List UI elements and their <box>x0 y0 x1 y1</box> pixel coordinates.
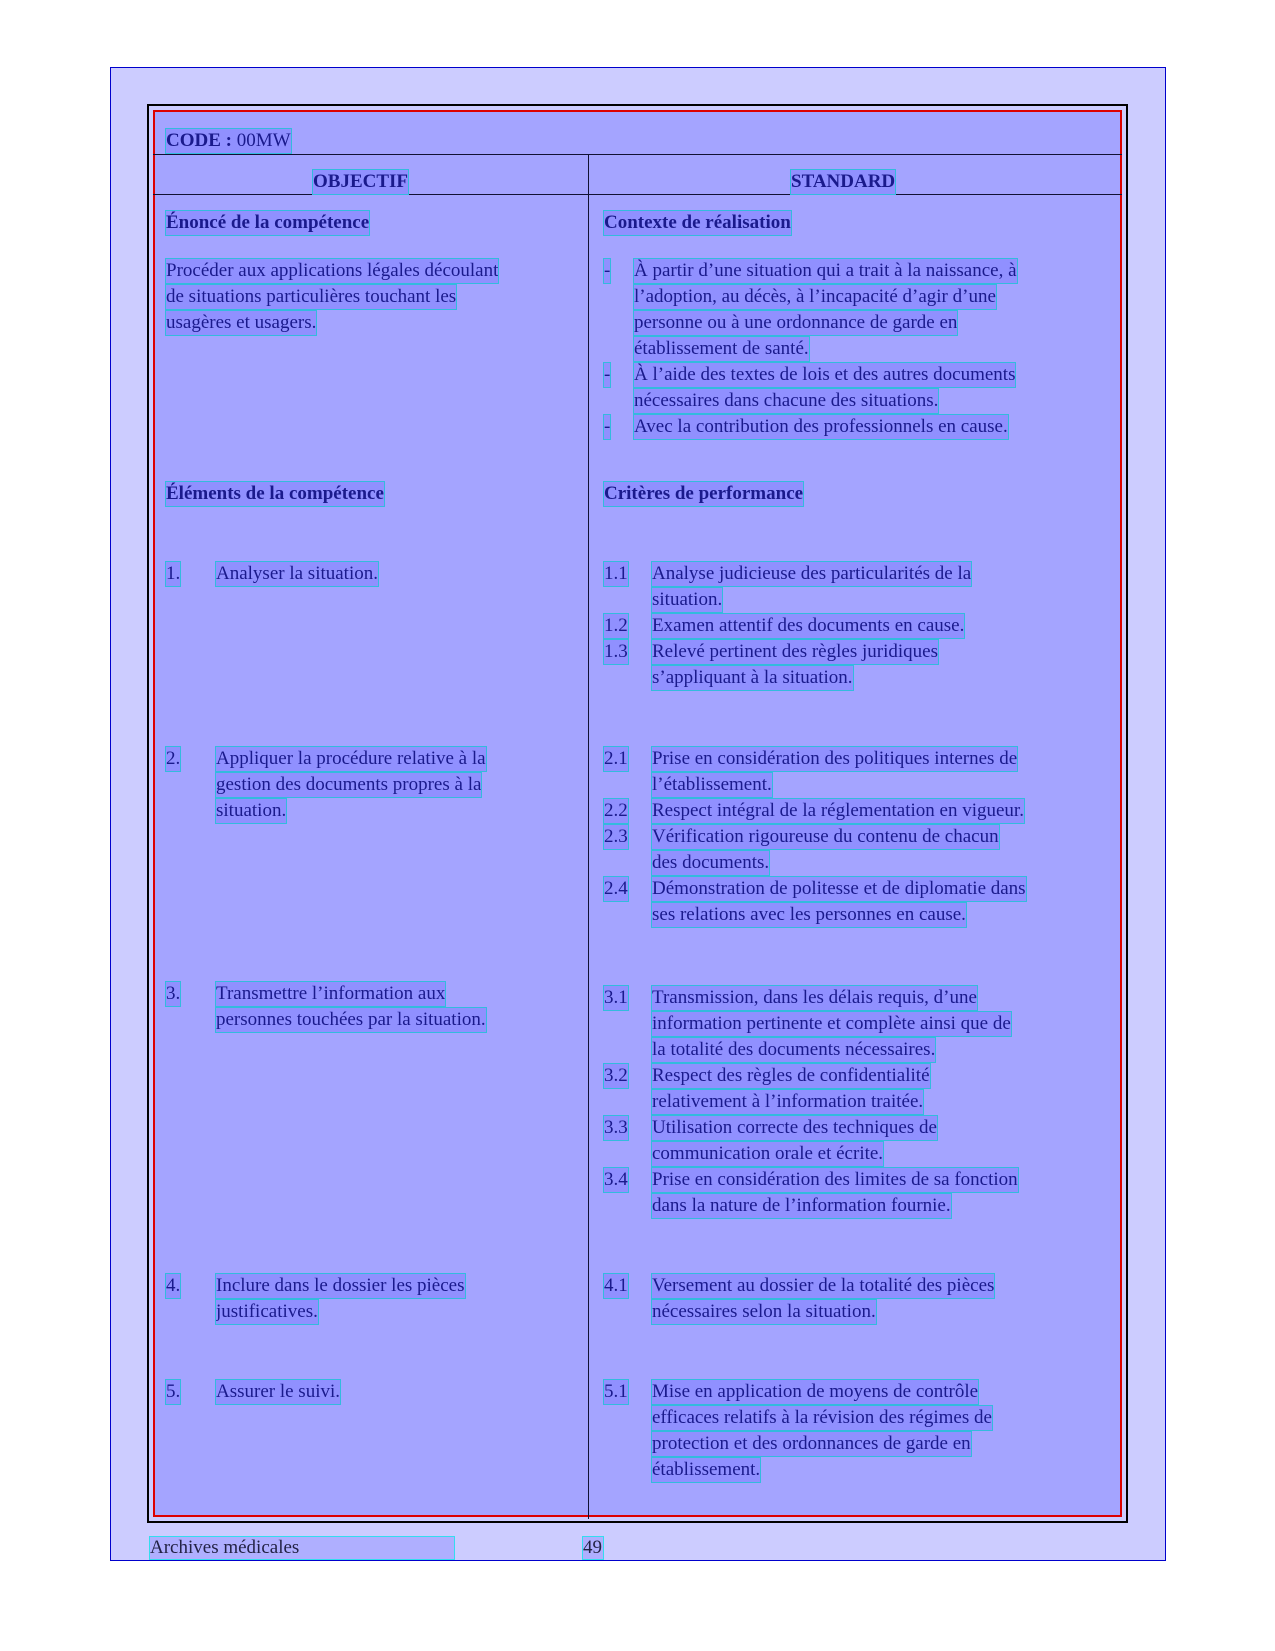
critere-line: Versement au dossier de la totalité des pièces <box>652 1275 995 1296</box>
critere-line: établissement. <box>652 1459 761 1480</box>
enonce-line: Procéder aux applications légales découlant <box>166 260 499 281</box>
critere-line: communication orale et écrite. <box>652 1143 884 1164</box>
critere-number: 4.1 <box>604 1275 628 1296</box>
critere-number: 1.1 <box>604 563 628 584</box>
critere-line: Vérification rigoureuse du contenu de chacun <box>652 826 999 847</box>
element-number: 1. <box>166 563 181 584</box>
objective-header: OBJECTIF <box>313 171 409 192</box>
critere-line: Utilisation correcte des techniques de <box>652 1117 937 1138</box>
critere-line: Relevé pertinent des règles juridiques <box>652 641 938 662</box>
critere-number: 5.1 <box>604 1381 628 1402</box>
code-label: CODE : 00MW <box>166 130 291 151</box>
page-number: 49 <box>583 1537 602 1558</box>
contexte-line: l’adoption, au décès, à l’incapacité d’agir d’une <box>634 286 996 307</box>
critere-number: 2.1 <box>604 748 628 769</box>
critere-number: 1.2 <box>604 615 628 636</box>
element-number: 4. <box>166 1275 181 1296</box>
element-number: 2. <box>166 748 181 769</box>
contexte-heading: Contexte de réalisation <box>604 212 791 233</box>
critere-line: Analyse judicieuse des particularités de la <box>652 563 972 584</box>
element-line: Appliquer la procédure relative à la <box>216 748 486 769</box>
critere-line: Prise en considération des politiques internes de <box>652 748 1018 769</box>
critere-line: Examen attentif des documents en cause. <box>652 615 965 636</box>
critere-number: 3.1 <box>604 987 628 1008</box>
element-line: Assurer le suivi. <box>216 1381 341 1402</box>
element-line: personnes touchées par la situation. <box>216 1009 486 1030</box>
contexte-line: À partir d’une situation qui a trait à la naissance, à <box>634 260 1017 281</box>
critere-number: 2.4 <box>604 878 628 899</box>
element-line: Inclure dans le dossier les pièces <box>216 1275 465 1296</box>
header-top-rule <box>153 154 1122 155</box>
enonce-line: de situations particulières touchant les <box>166 286 457 307</box>
critere-line: nécessaires selon la situation. <box>652 1301 876 1322</box>
critere-line: des documents. <box>652 852 770 873</box>
critere-number: 3.4 <box>604 1169 628 1190</box>
contexte-line: personne ou à une ordonnance de garde en <box>634 312 958 333</box>
critere-line: information pertinente et complète ainsi que de <box>652 1013 1011 1034</box>
critere-line: Mise en application de moyens de contrôle <box>652 1381 979 1402</box>
contexte-marker: - <box>604 416 611 437</box>
column-divider <box>588 154 589 1519</box>
critere-number: 3.3 <box>604 1117 628 1138</box>
element-line: gestion des documents propres à la <box>216 774 482 795</box>
critere-line: la totalité des documents nécessaires. <box>652 1039 936 1060</box>
contexte-marker: - <box>604 364 611 385</box>
element-line: justificatives. <box>216 1301 318 1322</box>
critere-line: dans la nature de l’information fournie. <box>652 1195 951 1216</box>
element-number: 3. <box>166 983 181 1004</box>
critere-number: 2.2 <box>604 800 628 821</box>
contexte-line: À l’aide des textes de lois et des autres documents <box>634 364 1016 385</box>
critere-line: protection et des ordonnances de garde en <box>652 1433 971 1454</box>
critere-number: 3.2 <box>604 1065 628 1086</box>
critere-line: Transmission, dans les délais requis, d’une <box>652 987 977 1008</box>
critere-line: efficaces relatifs à la révision des régimes de <box>652 1407 992 1428</box>
critere-line: Respect des règles de confidentialité <box>652 1065 930 1086</box>
critere-line: situation. <box>652 589 723 610</box>
critere-number: 1.3 <box>604 641 628 662</box>
element-number: 5. <box>166 1381 181 1402</box>
criteres-heading: Critères de performance <box>604 483 804 504</box>
critere-line: relativement à l’information traitée. <box>652 1091 924 1112</box>
contexte-line: Avec la contribution des professionnels en cause. <box>634 416 1008 437</box>
critere-line: s’appliquant à la situation. <box>652 667 853 688</box>
enonce-heading: Énoncé de la compétence <box>166 212 370 233</box>
elements-heading: Éléments de la compétence <box>166 483 384 504</box>
standard-header: STANDARD <box>791 171 896 192</box>
critere-number: 2.3 <box>604 826 628 847</box>
header-bottom-rule <box>153 194 1122 195</box>
critere-line: Démonstration de politesse et de diplomatie dans <box>652 878 1026 899</box>
critere-line: ses relations avec les personnes en cause. <box>652 904 966 925</box>
critere-line: Respect intégral de la réglementation en vigueur. <box>652 800 1024 821</box>
critere-line: l’établissement. <box>652 774 772 795</box>
element-line: Transmettre l’information aux <box>216 983 446 1004</box>
element-line: situation. <box>216 800 287 821</box>
contexte-line: nécessaires dans chacune des situations. <box>634 390 939 411</box>
element-line: Analyser la situation. <box>216 563 378 584</box>
footer-title: Archives médicales <box>150 1537 454 1559</box>
contexte-marker: - <box>604 260 611 281</box>
contexte-line: établissement de santé. <box>634 338 809 359</box>
critere-line: Prise en considération des limites de sa fonction <box>652 1169 1018 1190</box>
enonce-line: usagères et usagers. <box>166 312 317 333</box>
